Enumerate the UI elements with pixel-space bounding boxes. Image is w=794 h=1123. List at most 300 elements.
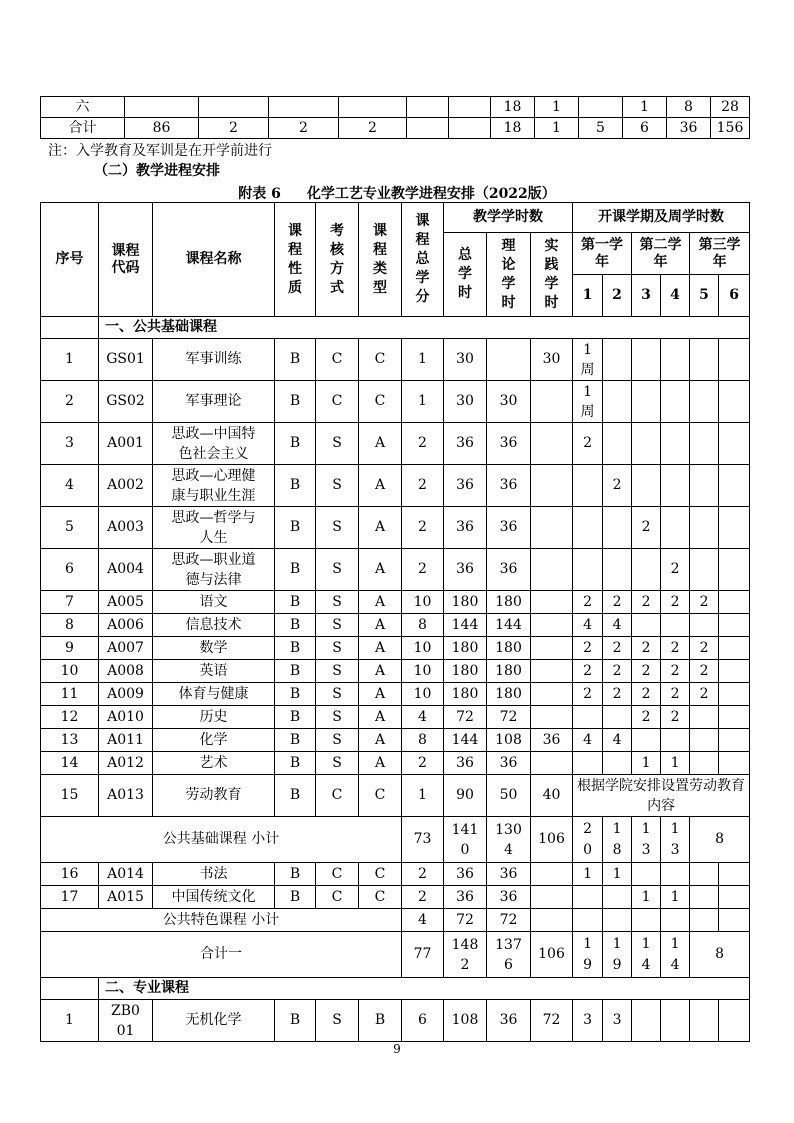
exam-cell: S [316, 423, 359, 465]
course-row [41, 775, 750, 817]
semester-cell: 2 [690, 683, 719, 706]
type-cell: A [359, 614, 402, 637]
exam-cell: S [316, 729, 359, 752]
semester-cell: 2 [661, 549, 690, 591]
seq-cell: 1 [41, 1000, 99, 1042]
table-caption [0, 183, 794, 203]
semester-cell [690, 507, 719, 549]
name-cell: 化学 [153, 729, 275, 752]
semester-cell [632, 381, 661, 423]
type-cell: A [359, 549, 402, 591]
practice-hours-cell [531, 637, 573, 660]
semester-cell [573, 886, 603, 909]
semester-cell [603, 423, 632, 465]
code-cell: A015 [99, 886, 153, 909]
summary-cell [579, 97, 623, 118]
credits-cell: 73 [402, 817, 444, 863]
theory-hours-cell: 180 [487, 683, 531, 706]
exam-cell: S [316, 465, 359, 507]
name-cell-text: 思政—心理健康与职业生涯 [171, 467, 256, 504]
semester-cell [661, 465, 690, 507]
nature-cell: B [275, 549, 316, 591]
semester-cell [661, 339, 690, 381]
semester-cell [573, 706, 603, 729]
semester-cell [719, 909, 750, 932]
theory-hours-cell: 50 [487, 775, 531, 817]
practice-hours-cell [531, 423, 573, 465]
nature-cell: B [275, 507, 316, 549]
semester-cell [719, 752, 750, 775]
practice-hours-cell [531, 614, 573, 637]
semester-cell [573, 507, 603, 549]
credits-cell: 6 [402, 1000, 444, 1042]
subtotal-label: 公共基础课程 小计 [41, 817, 402, 863]
page-number: 9 [393, 1042, 401, 1056]
exam-cell: S [316, 549, 359, 591]
semester-cell [632, 729, 661, 752]
code-cell: A010 [99, 706, 153, 729]
practice-hours-cell [531, 591, 573, 614]
type-cell: C [359, 886, 402, 909]
semester-cell [690, 339, 719, 381]
code-cell: A005 [99, 591, 153, 614]
total-hours-cell: 36 [444, 863, 487, 886]
credits-cell: 2 [402, 507, 444, 549]
summary-cell: 2 [339, 118, 407, 139]
semester-cell: 2 [573, 637, 603, 660]
semester-cell [632, 614, 661, 637]
type-cell: C [359, 381, 402, 423]
summary-cell: 8 [667, 97, 711, 118]
semester-cell [603, 339, 632, 381]
credits-cell: 1 [402, 381, 444, 423]
header-year2: 第二学年 [632, 233, 690, 275]
nature-cell: B [275, 637, 316, 660]
code-cell: A004 [99, 549, 153, 591]
summary-cell [407, 97, 449, 118]
semester-cell [719, 549, 750, 591]
code-cell: A009 [99, 683, 153, 706]
semester-cell [719, 706, 750, 729]
semester-cell-text: 20 [583, 820, 592, 858]
semester-cell [603, 706, 632, 729]
semester-cell: 4 [573, 614, 603, 637]
type-cell: A [359, 660, 402, 683]
total-hours-cell: 36 [444, 507, 487, 549]
theory-hours-cell: 144 [487, 614, 531, 637]
header-practice-hours: 实践学时 [531, 233, 573, 317]
nature-cell: B [275, 863, 316, 886]
course-row [41, 752, 750, 775]
summary-table [40, 96, 750, 139]
summary-cell: 86 [125, 118, 199, 139]
course-row [41, 614, 750, 637]
seq-cell: 10 [41, 660, 99, 683]
course-row [41, 465, 750, 507]
course-row [41, 683, 750, 706]
subtotal-label: 合计一 [41, 932, 402, 978]
semester-cell [690, 729, 719, 752]
credits-cell: 77 [402, 932, 444, 978]
header-hours-group: 教学学时数 [444, 203, 573, 233]
course-row [41, 339, 750, 381]
semester-cell: 4 [573, 729, 603, 752]
header-semester-2: 2 [603, 275, 632, 317]
seq-cell: 4 [41, 465, 99, 507]
header-year3: 第三学年 [690, 233, 750, 275]
name-cell: 数学 [153, 637, 275, 660]
semester-cell [573, 752, 603, 775]
nature-cell: B [275, 683, 316, 706]
theory-hours-cell: 180 [487, 660, 531, 683]
name-cell: 劳动教育 [153, 775, 275, 817]
theory-hours-cell: 36 [487, 886, 531, 909]
semester-cell: 2 [603, 465, 632, 507]
summary-cell [339, 97, 407, 118]
theory-hours-cell: 72 [487, 706, 531, 729]
seq-cell: 17 [41, 886, 99, 909]
semester-cell [573, 381, 603, 423]
code-cell: A008 [99, 660, 153, 683]
practice-hours-cell [531, 863, 573, 886]
summary-cell [407, 118, 449, 139]
credits-cell: 8 [402, 729, 444, 752]
course-row [41, 660, 750, 683]
semester-cell: 1 [573, 863, 603, 886]
code-cell: A002 [99, 465, 153, 507]
code-cell: A001 [99, 423, 153, 465]
seq-cell: 13 [41, 729, 99, 752]
empty-cell [41, 978, 99, 1000]
theory-hours-cell [487, 932, 531, 978]
name-cell: 体育与健康 [153, 683, 275, 706]
practice-hours-cell [531, 465, 573, 507]
code-cell: A007 [99, 637, 153, 660]
semester-cell: 2 [573, 591, 603, 614]
name-cell [153, 423, 275, 465]
semester-cell: 4 [603, 614, 632, 637]
semester-cell: 2 [690, 637, 719, 660]
semester-cell [603, 752, 632, 775]
type-cell: C [359, 775, 402, 817]
empty-cell [41, 317, 99, 339]
semester-cell: 3 [603, 1000, 632, 1042]
code-cell: A003 [99, 507, 153, 549]
total-hours-cell: 90 [444, 775, 487, 817]
semester-cell [690, 465, 719, 507]
semester-cell: 1 [632, 886, 661, 909]
note-text: 注：入学教育及军训是在开学前进行 [48, 143, 272, 159]
nature-cell: B [275, 660, 316, 683]
semester-cell: 2 [603, 591, 632, 614]
nature-cell: B [275, 886, 316, 909]
semester-cell [719, 465, 750, 507]
summary-cell [449, 118, 491, 139]
summary-cell [125, 97, 199, 118]
summary-cell: 36 [667, 118, 711, 139]
summary-cell: 合计 [41, 118, 125, 139]
course-row [41, 886, 750, 909]
total-hours-cell: 36 [444, 886, 487, 909]
credits-cell: 10 [402, 637, 444, 660]
name-cell: 无机化学 [153, 1000, 275, 1042]
semester-cell [690, 863, 719, 886]
semester-cell-text: 1周 [580, 383, 595, 420]
semester-cell: 2 [690, 660, 719, 683]
course-row [41, 637, 750, 660]
total-hours-cell: 180 [444, 637, 487, 660]
semester-cell: 2 [690, 591, 719, 614]
exam-cell: S [316, 752, 359, 775]
section-heading-professional-row [41, 978, 750, 1000]
semester-cell [690, 381, 719, 423]
seq-cell: 11 [41, 683, 99, 706]
code-cell [99, 1000, 153, 1042]
semester-cell [603, 381, 632, 423]
semester-cell: 2 [603, 683, 632, 706]
exam-cell: S [316, 507, 359, 549]
theory-hours-cell [487, 339, 531, 381]
nature-cell: B [275, 614, 316, 637]
semester-cell [632, 465, 661, 507]
practice-hours-cell: 72 [531, 1000, 573, 1042]
semester-cell: 2 [603, 637, 632, 660]
exam-cell: S [316, 706, 359, 729]
semester-cell [690, 549, 719, 591]
theory-hours-cell: 72 [487, 909, 531, 932]
theory-hours-cell [487, 817, 531, 863]
name-cell: 军事训练 [153, 339, 275, 381]
summary-cell [199, 97, 269, 118]
practice-hours-cell: 36 [531, 729, 573, 752]
semester-cell: 1 [661, 752, 690, 775]
name-cell [153, 507, 275, 549]
type-cell: A [359, 507, 402, 549]
theory-hours-cell: 36 [487, 507, 531, 549]
exam-cell: C [316, 863, 359, 886]
name-cell: 军事理论 [153, 381, 275, 423]
semester-cell [573, 817, 603, 863]
semester-cell [690, 423, 719, 465]
theory-hours-cell: 36 [487, 423, 531, 465]
header-semester-3: 3 [632, 275, 661, 317]
practice-hours-cell [531, 886, 573, 909]
theory-hours-cell: 36 [487, 863, 531, 886]
semester-cell [719, 381, 750, 423]
theory-hours-cell: 108 [487, 729, 531, 752]
seq-cell: 3 [41, 423, 99, 465]
header-semester-5: 5 [690, 275, 719, 317]
name-cell: 艺术 [153, 752, 275, 775]
semester-cell [661, 817, 690, 863]
semester-cell [661, 932, 690, 978]
semester-cell [632, 339, 661, 381]
total-hours-cell: 72 [444, 909, 487, 932]
code-cell: GS02 [99, 381, 153, 423]
semester-cell [690, 706, 719, 729]
name-cell: 中国传统文化 [153, 886, 275, 909]
semester-cell: 2 [573, 423, 603, 465]
semester-cell [632, 909, 661, 932]
exam-cell: C [316, 381, 359, 423]
summary-cell: 28 [711, 97, 750, 118]
credits-cell: 2 [402, 423, 444, 465]
theory-hours-cell: 36 [487, 752, 531, 775]
type-cell: A [359, 683, 402, 706]
header-seq: 序号 [41, 203, 99, 317]
semester-cell: 2 [603, 660, 632, 683]
semester-cell: 2 [632, 507, 661, 549]
semester-cell [573, 909, 603, 932]
semester-cell [690, 909, 719, 932]
name-cell-text: 思政—中国特色社会主义 [171, 425, 256, 462]
summary-cell: 156 [711, 118, 750, 139]
credits-cell: 8 [402, 614, 444, 637]
semester-cell: 2 [632, 660, 661, 683]
semester-cell [661, 863, 690, 886]
type-cell: A [359, 591, 402, 614]
summary-cell: 六 [41, 97, 125, 118]
credits-cell: 4 [402, 909, 444, 932]
total-hours-cell: 180 [444, 683, 487, 706]
summary-cell [269, 97, 339, 118]
subtotal-row [41, 817, 750, 863]
exam-cell: S [316, 1000, 359, 1042]
seq-cell: 8 [41, 614, 99, 637]
semester-cell: 4 [603, 729, 632, 752]
semester-cell [719, 637, 750, 660]
seq-cell: 1 [41, 339, 99, 381]
total-hours-cell: 30 [444, 339, 487, 381]
semester-cell [573, 549, 603, 591]
semester-cell [690, 1000, 719, 1042]
semester-cell-text: 18 [612, 820, 622, 858]
nature-cell: B [275, 591, 316, 614]
summary-cell: 2 [199, 118, 269, 139]
semester-cell [719, 507, 750, 549]
header-exam: 考核方式 [316, 203, 359, 317]
semester-cell: 2 [632, 683, 661, 706]
header-total-hours: 总学时 [444, 233, 487, 317]
semester-cell: 2 [661, 637, 690, 660]
seq-cell: 16 [41, 863, 99, 886]
seq-cell: 5 [41, 507, 99, 549]
theory-hours-cell: 180 [487, 591, 531, 614]
semester-cell: 2 [661, 591, 690, 614]
nature-cell: B [275, 423, 316, 465]
header-year1: 第一学年 [573, 233, 632, 275]
semester-cell [661, 909, 690, 932]
course-row [41, 863, 750, 886]
exam-cell: S [316, 660, 359, 683]
name-cell [153, 549, 275, 591]
semester-cell-text: 19 [612, 935, 622, 973]
credits-cell: 2 [402, 863, 444, 886]
summary-row [41, 97, 750, 118]
header-nature: 课程性质 [275, 203, 316, 317]
summary-cell [449, 97, 491, 118]
practice-hours-cell [531, 752, 573, 775]
credits-cell: 10 [402, 660, 444, 683]
total-hours-cell: 108 [444, 1000, 487, 1042]
code-cell: A012 [99, 752, 153, 775]
semester-cell [632, 549, 661, 591]
semester-cell: 2 [632, 591, 661, 614]
code-cell-text: ZB001 [111, 1002, 140, 1039]
course-row [41, 549, 750, 591]
nature-cell: B [275, 1000, 316, 1042]
seq-cell: 12 [41, 706, 99, 729]
total-hours-cell: 36 [444, 465, 487, 507]
summary-cell: 5 [579, 118, 623, 139]
seq-cell: 15 [41, 775, 99, 817]
practice-hours-cell [531, 549, 573, 591]
semester-cell [603, 886, 632, 909]
summary-row [41, 118, 750, 139]
nature-cell: B [275, 465, 316, 507]
schedule-table [40, 202, 750, 1042]
type-cell: C [359, 863, 402, 886]
semester-cell: 8 [690, 932, 750, 978]
summary-cell: 18 [491, 97, 535, 118]
credits-cell: 4 [402, 706, 444, 729]
code-cell: A011 [99, 729, 153, 752]
total-hours-cell-text: 1482 [451, 936, 479, 973]
header-semester-group: 开课学期及周学时数 [573, 203, 750, 233]
course-row [41, 591, 750, 614]
theory-hours-cell: 36 [487, 1000, 531, 1042]
course-row [41, 729, 750, 752]
semester-cell: 2 [661, 683, 690, 706]
semester-cell [573, 465, 603, 507]
semester-cell-text: 14 [641, 935, 651, 973]
exam-cell: S [316, 637, 359, 660]
name-cell: 书法 [153, 863, 275, 886]
semester-cell [632, 423, 661, 465]
theory-hours-cell: 180 [487, 637, 531, 660]
semester-cell [603, 909, 632, 932]
semester-cell [690, 752, 719, 775]
semester-cell [719, 423, 750, 465]
code-cell: GS01 [99, 339, 153, 381]
header-semester-4: 4 [661, 275, 690, 317]
semester-cell [719, 683, 750, 706]
code-cell: A006 [99, 614, 153, 637]
course-row [41, 1000, 750, 1042]
practice-hours-cell [531, 706, 573, 729]
summary-cell: 18 [491, 118, 535, 139]
theory-hours-cell-text: 1304 [495, 821, 522, 858]
credits-cell: 10 [402, 591, 444, 614]
exam-cell: S [316, 683, 359, 706]
total-hours-cell [444, 817, 487, 863]
semester-cell [719, 339, 750, 381]
exam-cell: S [316, 614, 359, 637]
name-cell: 英语 [153, 660, 275, 683]
semester-cell: 1 [603, 863, 632, 886]
semester-cell: 2 [573, 683, 603, 706]
summary-cell: 6 [623, 118, 667, 139]
semester-cell [573, 932, 603, 978]
summary-cell: 1 [535, 97, 579, 118]
semester-cell [603, 549, 632, 591]
seq-cell: 9 [41, 637, 99, 660]
practice-hours-cell [531, 683, 573, 706]
credits-cell: 10 [402, 683, 444, 706]
semester-cell [719, 591, 750, 614]
semester-cell [632, 817, 661, 863]
subtotal-row [41, 909, 750, 932]
